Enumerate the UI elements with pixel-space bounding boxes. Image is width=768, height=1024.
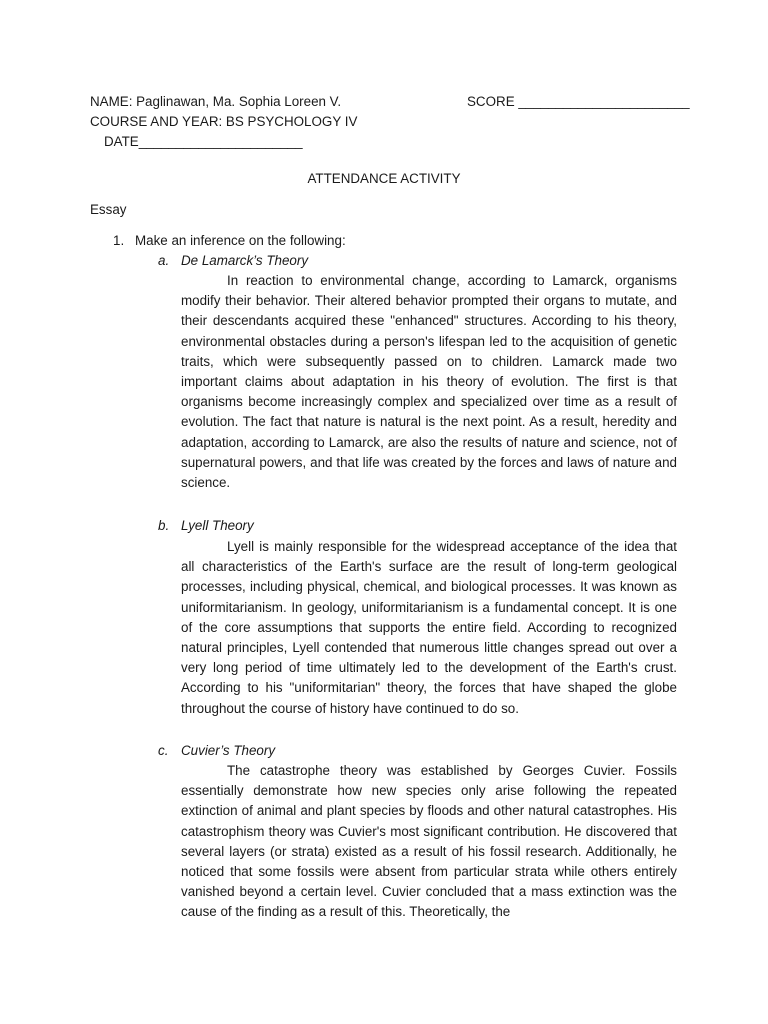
essay-paragraph-lamarck <box>181 271 677 493</box>
item-label-c: c. <box>158 743 169 758</box>
section-heading: Essay <box>90 202 127 217</box>
essay-paragraph-lyell <box>181 537 677 719</box>
course-and-year: COURSE AND YEAR: BS PSYCHOLOGY IV <box>90 114 358 129</box>
essay-paragraph-cuvier <box>181 761 677 923</box>
paragraph-text: The catastrophe theory was established by Georges Cuvier. Fossils essentially demonstrate how new species only arise following the repeated extinction of animal and plant species by floods and other natural catastrophes. His catastrophism theory was Cuvier's most significant contribution. He discovered that several layers (or strata) existed as a result of his fossil research. Additionally, he noticed that some fossils were absent from particular strata while others entirely vanished beyond a certain level. Cuvier concluded that a mass extinction was the cause of the finding as a result of this. Theoretically, the <box>181 763 677 920</box>
date-field: DATE______________________ <box>104 134 303 149</box>
item-title-lamarck: De Lamarck’s Theory <box>181 253 309 268</box>
score-field: SCORE _______________________ <box>467 94 690 109</box>
item-title-lyell: Lyell Theory <box>181 518 254 533</box>
question-text: Make an inference on the following: <box>135 233 346 248</box>
page-title: ATTENDANCE ACTIVITY <box>307 171 461 186</box>
question-number: 1. <box>113 233 125 248</box>
item-label-b: b. <box>158 518 170 533</box>
paragraph-text: Lyell is mainly responsible for the widespread acceptance of the idea that all characteristics of the Earth's surface are the result of long-term geological processes, including physical, chemical, and biological processes. It was known as uniformitarianism. In geology, uniformitarianism is a fundamental concept. It is one of the core assumptions that supports the entire field. According to recognized natural principles, Lyell contended that numerous little changes spread out over a very long period of time ultimately led to the development of the Earth's crust. According to his "uniformitarian" theory, the forces that have shaped the globe throughout the course of history have continued to do so. <box>181 539 677 716</box>
paragraph-text: In reaction to environmental change, according to Lamarck, organisms modify their behavior. Their altered behavior prompted their organs to mutate, and their descendants acquired these "enhanced" structures. According to his theory, environmental obstacles during a person's lifespan led to the acquisition of genetic traits, which were subsequently passed on to children. Lamarck made two important claims about adaptation in his theory of evolution. The first is that organisms become increasingly complex and specialized over time as a result of evolution. The fact that nature is natural is the next point. As a result, heredity and adaptation, according to Lamarck, are also the results of nature and science, not of supernatural powers, and that life was created by the forces and laws of nature and science. <box>181 273 677 491</box>
item-title-cuvier: Cuvier’s Theory <box>181 743 276 758</box>
student-name: NAME: Paglinawan, Ma. Sophia Loreen V. <box>90 94 342 109</box>
item-label-a: a. <box>158 253 170 268</box>
